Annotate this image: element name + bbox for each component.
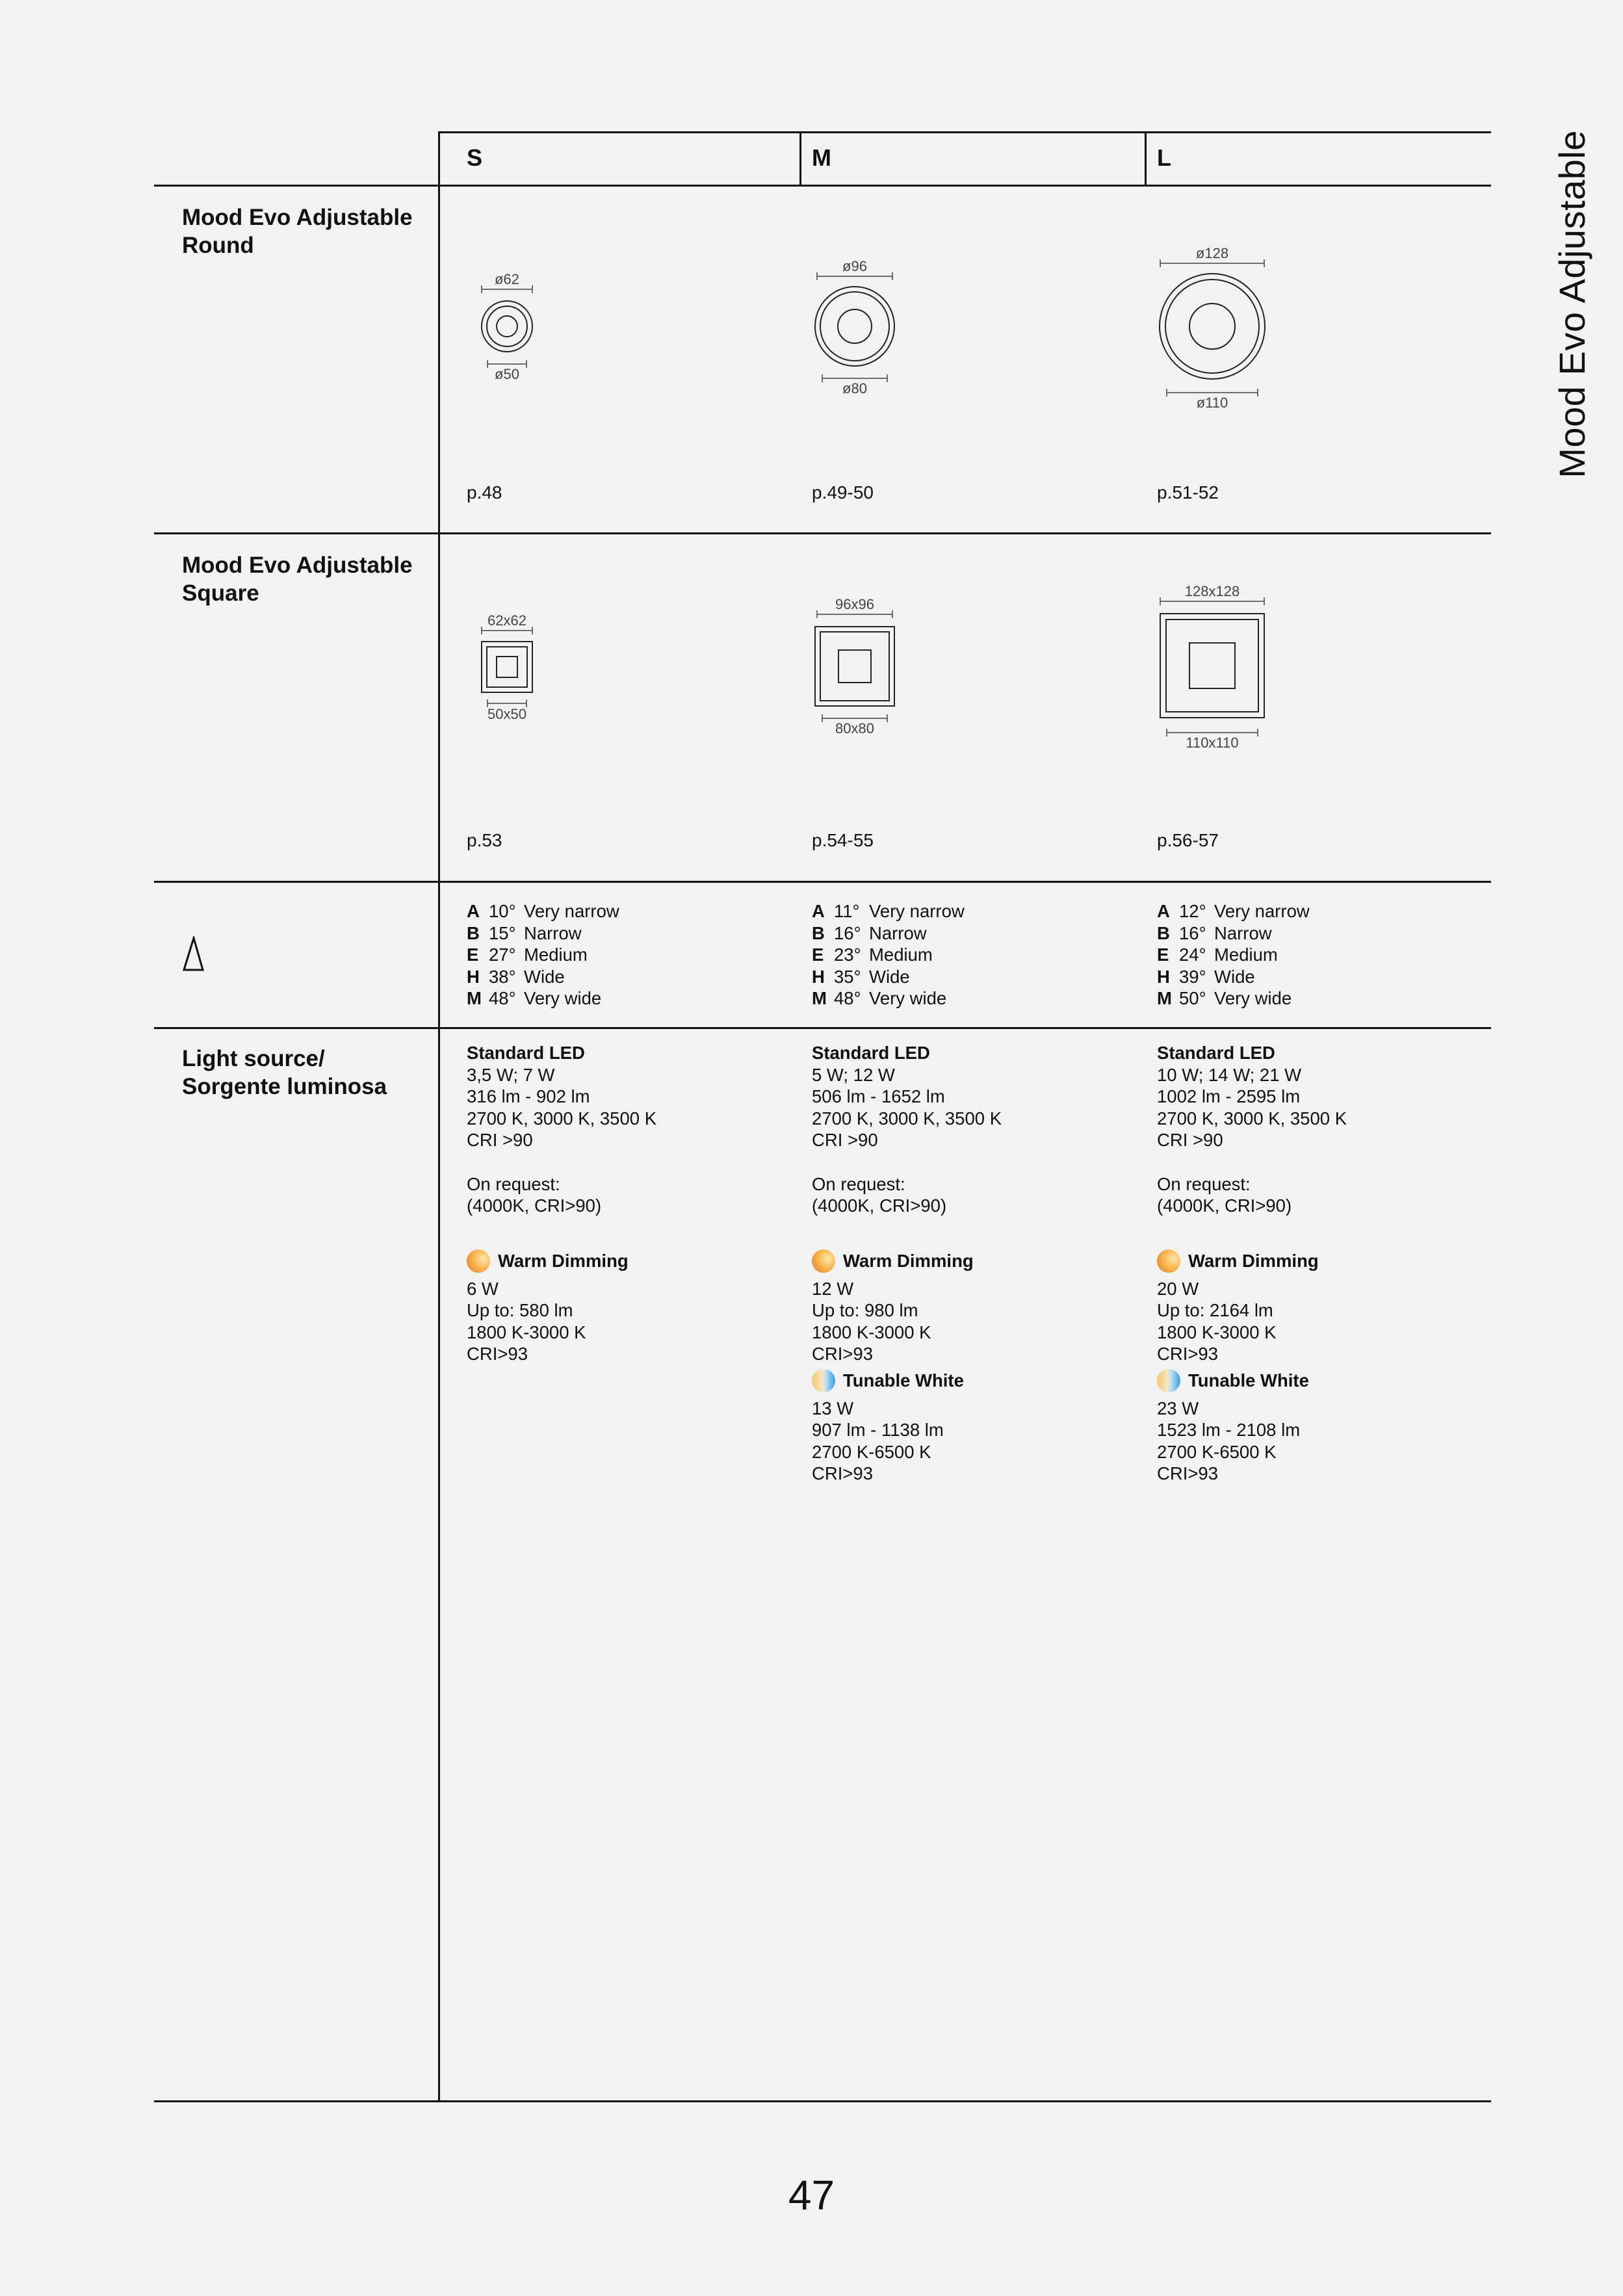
beam-row: M 48° Very wide — [812, 988, 947, 1008]
beam-row: H 38° Wide — [467, 966, 565, 987]
round-s-drawing — [473, 268, 541, 388]
on-request-line: On request: — [812, 1173, 905, 1194]
beam-row: M 48° Very wide — [467, 988, 602, 1008]
square-l-outer-dim: 128x128 — [1184, 583, 1240, 599]
spec-line: 1800 K-3000 K — [467, 1322, 586, 1342]
square-s-drawing — [473, 611, 541, 731]
beam-list-m — [812, 900, 965, 1010]
spec-line: 1800 K-3000 K — [1157, 1322, 1277, 1342]
warm-dimming-title: Warm Dimming — [498, 1250, 629, 1271]
row-divider-beam — [154, 1027, 1491, 1029]
spec-line: CRI>93 — [1157, 1344, 1219, 1364]
tunable-white-option — [812, 1368, 1002, 1394]
header-divider-m-l — [1145, 131, 1147, 186]
round-s-outer-dim: ø62 — [495, 271, 519, 287]
round-s-page: p.48 — [467, 482, 502, 502]
row-label-light-source: Light source/ Sorgente luminosa — [182, 1046, 387, 1099]
square-m-drawing — [809, 595, 900, 741]
tunable-white-icon — [812, 1369, 835, 1392]
warm-dimming-icon — [467, 1249, 490, 1273]
beam-row: B 16° Narrow — [1157, 922, 1272, 943]
row-label-square: Mood Evo Adjustable Square — [182, 553, 413, 606]
row-divider-round — [154, 532, 1491, 534]
spec-line: 6 W — [467, 1278, 499, 1299]
round-s-inner-dim: ø50 — [495, 366, 519, 382]
square-m-outer-dim: 96x96 — [835, 596, 874, 612]
tunable-white-option — [1157, 1368, 1347, 1394]
on-request-line: On request: — [1157, 1173, 1251, 1194]
beam-row: M 50° Very wide — [1157, 988, 1292, 1008]
light-source-s — [467, 1042, 656, 1365]
label-column-divider — [438, 131, 440, 2102]
header-bottom-line — [154, 185, 1491, 187]
spec-line: 3,5 W; 7 W — [467, 1064, 555, 1085]
spec-line: 2700 K, 3000 K, 3500 K — [467, 1108, 657, 1128]
standard-led-title: Standard LED — [812, 1043, 930, 1063]
square-l-page: p.56-57 — [1157, 830, 1219, 850]
beam-row: B 15° Narrow — [467, 922, 582, 943]
spec-line: CRI >90 — [1157, 1130, 1223, 1150]
round-l-page: p.51-52 — [1157, 482, 1219, 502]
spec-line: CRI>93 — [812, 1344, 874, 1364]
beam-row: H 39° Wide — [1157, 966, 1255, 987]
warm-dimming-option — [1157, 1248, 1347, 1274]
beam-list-l — [1157, 900, 1310, 1010]
standard-led-title: Standard LED — [1157, 1043, 1275, 1063]
round-m-drawing — [809, 255, 900, 401]
spec-line: 1002 lm - 2595 lm — [1157, 1086, 1301, 1106]
round-l-inner-dim: ø110 — [1196, 395, 1228, 411]
light-source-l — [1157, 1042, 1347, 1485]
spec-line: 23 W — [1157, 1398, 1199, 1418]
table-bottom-line — [154, 2100, 1491, 2102]
spec-line: 316 lm - 902 lm — [467, 1086, 590, 1106]
spec-line: Up to: 2164 lm — [1157, 1300, 1273, 1320]
beam-row: H 35° Wide — [812, 966, 910, 987]
spec-line: Up to: 980 lm — [812, 1300, 918, 1320]
warm-dimming-option — [467, 1248, 656, 1274]
on-request-line: On request: — [467, 1173, 560, 1194]
round-m-inner-dim: ø80 — [842, 380, 867, 397]
beam-row: E 27° Medium — [467, 945, 588, 965]
beam-row: E 24° Medium — [1157, 945, 1278, 965]
light-source-m — [812, 1042, 1002, 1485]
side-title: Mood Evo Adjustable — [1552, 130, 1592, 478]
warm-dimming-icon — [1157, 1249, 1180, 1273]
tunable-white-title: Tunable White — [1188, 1370, 1309, 1390]
square-m-inner-dim: 80x80 — [835, 720, 874, 737]
spec-line: 5 W; 12 W — [812, 1064, 895, 1085]
square-s-outer-dim: 62x62 — [487, 612, 526, 629]
header-top-line — [439, 131, 1491, 133]
square-s-page: p.53 — [467, 830, 502, 850]
on-request-line: (4000K, CRI>90) — [1157, 1195, 1292, 1216]
spec-line: 907 lm - 1138 lm — [812, 1420, 944, 1440]
spec-line: 13 W — [812, 1398, 854, 1418]
beam-row: A 12° Very narrow — [1157, 901, 1310, 921]
beam-list-s — [467, 900, 619, 1010]
spec-line: Up to: 580 lm — [467, 1300, 573, 1320]
beam-row: E 23° Medium — [812, 945, 933, 965]
spec-line: CRI>93 — [467, 1344, 528, 1364]
warm-dimming-icon — [812, 1249, 835, 1273]
on-request-line: (4000K, CRI>90) — [467, 1195, 602, 1216]
row-label-round: Mood Evo Adjustable Round — [182, 205, 413, 258]
warm-dimming-title: Warm Dimming — [1188, 1250, 1319, 1271]
spec-line: 2700 K-6500 K — [812, 1441, 931, 1462]
spec-line: 12 W — [812, 1278, 854, 1299]
spec-line: 1800 K-3000 K — [812, 1322, 931, 1342]
spec-line: CRI >90 — [812, 1130, 878, 1150]
spec-line: 10 W; 14 W; 21 W — [1157, 1064, 1302, 1085]
beam-row: A 11° Very narrow — [812, 901, 965, 921]
beam-row: B 16° Narrow — [812, 922, 927, 943]
column-header-s: S — [467, 144, 483, 171]
tunable-white-icon — [1157, 1369, 1180, 1392]
round-m-outer-dim: ø96 — [842, 258, 867, 274]
spec-line: 20 W — [1157, 1278, 1199, 1299]
beam-angle-icon — [181, 936, 207, 976]
warm-dimming-option — [812, 1248, 1002, 1274]
spec-line: 506 lm - 1652 lm — [812, 1086, 945, 1106]
square-m-page: p.54-55 — [812, 830, 874, 850]
round-l-drawing — [1154, 242, 1271, 414]
spec-line: 1523 lm - 2108 lm — [1157, 1420, 1301, 1440]
spec-line: CRI>93 — [812, 1463, 874, 1483]
spec-line: 2700 K, 3000 K, 3500 K — [1157, 1108, 1347, 1128]
beam-row: A 10° Very narrow — [467, 901, 619, 921]
square-l-drawing — [1154, 582, 1271, 754]
spec-line: 2700 K-6500 K — [1157, 1441, 1277, 1462]
column-header-l: L — [1157, 144, 1171, 171]
page-number: 47 — [788, 2172, 835, 2219]
warm-dimming-title: Warm Dimming — [843, 1250, 974, 1271]
square-l-inner-dim: 110x110 — [1186, 735, 1239, 751]
spec-line: CRI >90 — [467, 1130, 533, 1150]
spec-line: CRI>93 — [1157, 1463, 1219, 1483]
square-s-inner-dim: 50x50 — [487, 706, 526, 722]
round-m-page: p.49-50 — [812, 482, 874, 502]
round-l-outer-dim: ø128 — [1195, 245, 1229, 261]
standard-led-title: Standard LED — [467, 1043, 585, 1063]
column-header-m: M — [812, 144, 831, 171]
tunable-white-title: Tunable White — [843, 1370, 964, 1390]
header-divider-s-m — [799, 131, 801, 186]
row-divider-square — [154, 881, 1491, 883]
on-request-line: (4000K, CRI>90) — [812, 1195, 947, 1216]
spec-line: 2700 K, 3000 K, 3500 K — [812, 1108, 1002, 1128]
